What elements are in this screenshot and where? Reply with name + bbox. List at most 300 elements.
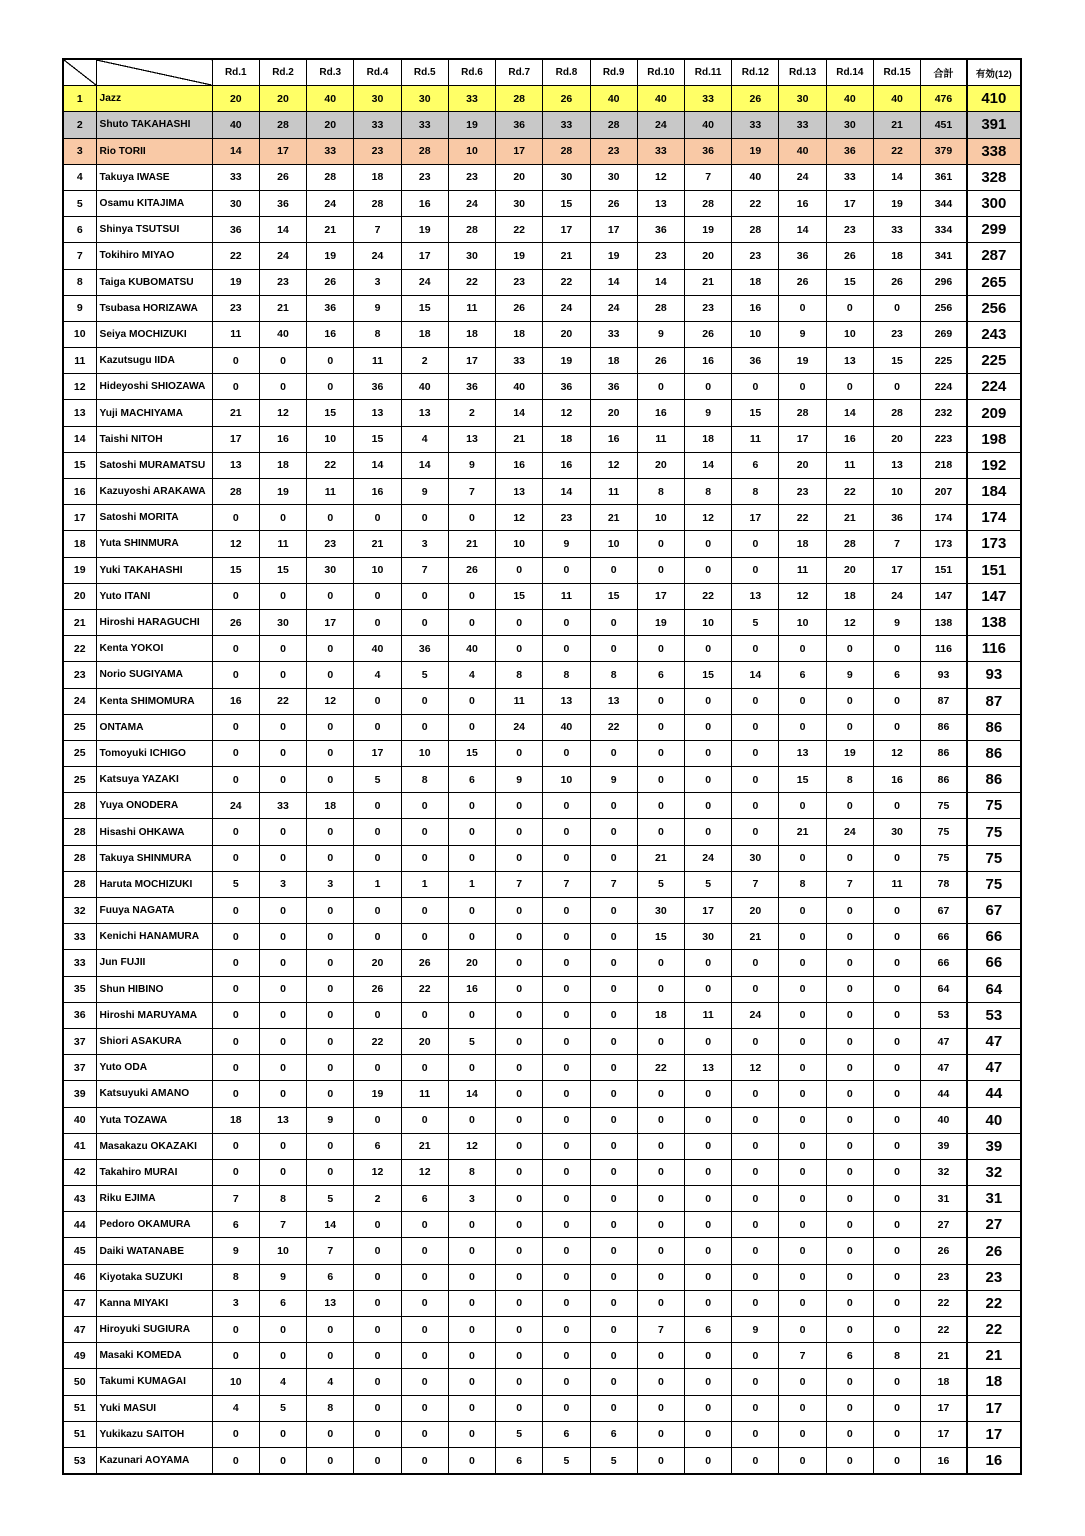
round-score-cell: 0 [826, 295, 873, 321]
round-score-cell: 13 [448, 426, 495, 452]
round-score-cell: 7 [826, 871, 873, 897]
round-score-cell: 5 [496, 1421, 543, 1447]
round-score-cell: 19 [401, 217, 448, 243]
round-score-cell: 9 [307, 1107, 354, 1133]
round-score-cell: 0 [307, 662, 354, 688]
round-score-cell: 15 [401, 295, 448, 321]
total-cell: 344 [921, 190, 967, 216]
player-name-cell: Hiroshi HARAGUCHI [96, 609, 212, 635]
round-score-cell: 24 [259, 243, 306, 269]
round-score-cell: 0 [873, 1317, 920, 1343]
round-score-cell: 28 [212, 479, 259, 505]
round-score-cell: 0 [732, 1212, 779, 1238]
player-name-cell: Shinya TSUTSUI [96, 217, 212, 243]
round-score-cell: 0 [401, 1290, 448, 1316]
round-score-cell: 0 [401, 609, 448, 635]
round-score-cell: 7 [307, 1238, 354, 1264]
round-score-cell: 10 [496, 531, 543, 557]
round-score-cell: 13 [307, 1290, 354, 1316]
round-score-cell: 11 [543, 583, 590, 609]
round-score-cell: 19 [873, 190, 920, 216]
player-name-cell: Hiroyuki SUGIURA [96, 1317, 212, 1343]
effective-cell: 26 [967, 1238, 1021, 1264]
round-score-cell: 0 [212, 924, 259, 950]
round-score-cell: 0 [259, 714, 306, 740]
round-score-cell: 0 [826, 1395, 873, 1421]
round-score-cell: 26 [448, 557, 495, 583]
round-score-cell: 15 [496, 583, 543, 609]
round-score-cell: 0 [307, 845, 354, 871]
round-score-cell: 0 [401, 505, 448, 531]
round-score-cell: 20 [732, 898, 779, 924]
round-score-cell: 9 [401, 479, 448, 505]
round-score-cell: 0 [732, 1264, 779, 1290]
round-score-cell: 6 [307, 1264, 354, 1290]
round-score-cell: 0 [307, 505, 354, 531]
round-score-cell: 0 [354, 583, 401, 609]
round-score-cell: 15 [779, 767, 826, 793]
round-score-cell: 24 [496, 714, 543, 740]
round-score-cell: 7 [637, 1317, 684, 1343]
round-score-cell: 8 [826, 767, 873, 793]
round-score-cell: 0 [307, 1081, 354, 1107]
effective-cell: 47 [967, 1055, 1021, 1081]
round-score-cell: 0 [779, 688, 826, 714]
round-score-cell: 23 [401, 164, 448, 190]
round-score-cell: 0 [496, 1133, 543, 1159]
round-score-cell: 0 [637, 740, 684, 766]
round-score-cell: 4 [448, 662, 495, 688]
round-score-cell: 20 [590, 400, 637, 426]
round-score-cell: 0 [496, 793, 543, 819]
round-score-cell: 22 [873, 138, 920, 164]
round-score-cell: 0 [685, 740, 732, 766]
round-score-cell: 0 [212, 1421, 259, 1447]
round-score-cell: 0 [779, 1186, 826, 1212]
round-score-cell: 0 [259, 1447, 306, 1474]
round-score-cell: 13 [354, 400, 401, 426]
round-score-cell: 0 [496, 1212, 543, 1238]
total-cell: 23 [921, 1264, 967, 1290]
table-row [63, 1186, 1021, 1212]
player-name-cell: Takuya IWASE [96, 164, 212, 190]
round-score-cell: 0 [401, 1107, 448, 1133]
round-score-cell: 0 [637, 1186, 684, 1212]
effective-cell: 198 [967, 426, 1021, 452]
round-score-cell: 0 [543, 819, 590, 845]
round-score-cell: 0 [401, 1212, 448, 1238]
round-score-cell: 0 [543, 1159, 590, 1185]
round-score-cell: 0 [448, 505, 495, 531]
round-score-cell: 12 [259, 400, 306, 426]
round-score-cell: 0 [354, 1290, 401, 1316]
round-score-cell: 15 [826, 269, 873, 295]
round-score-cell: 0 [354, 505, 401, 531]
rank-cell: 14 [63, 426, 96, 452]
player-name-cell: ONTAMA [96, 714, 212, 740]
round-score-cell: 0 [212, 767, 259, 793]
round-score-cell: 28 [637, 295, 684, 321]
round-score-cell: 14 [826, 400, 873, 426]
round-score-cell: 10 [685, 609, 732, 635]
round-score-cell: 21 [212, 400, 259, 426]
round-score-cell: 0 [779, 793, 826, 819]
round-score-cell: 12 [873, 740, 920, 766]
round-score-cell: 0 [543, 1107, 590, 1133]
round-score-cell: 19 [732, 138, 779, 164]
round-score-cell: 36 [826, 138, 873, 164]
round-score-cell: 0 [590, 793, 637, 819]
round-score-cell: 0 [590, 557, 637, 583]
round-score-cell: 6 [259, 1290, 306, 1316]
round-score-cell: 0 [779, 845, 826, 871]
round-score-cell: 0 [307, 348, 354, 374]
effective-cell: 224 [967, 374, 1021, 400]
round-score-cell: 0 [543, 1133, 590, 1159]
table-row [63, 348, 1021, 374]
player-name-cell: Katsuya YAZAKI [96, 767, 212, 793]
total-cell: 16 [921, 1447, 967, 1474]
standings-table [62, 58, 1022, 1475]
rank-cell: 44 [63, 1212, 96, 1238]
round-score-cell: 13 [259, 1107, 306, 1133]
round-score-cell: 20 [779, 452, 826, 478]
round-score-cell: 0 [637, 1369, 684, 1395]
round-score-cell: 24 [779, 164, 826, 190]
effective-cell: 300 [967, 190, 1021, 216]
table-row [63, 190, 1021, 216]
rank-cell: 53 [63, 1447, 96, 1474]
table-row [63, 1238, 1021, 1264]
round-score-cell: 17 [779, 426, 826, 452]
effective-cell: 287 [967, 243, 1021, 269]
round-score-cell: 3 [259, 871, 306, 897]
rank-cell: 1 [63, 86, 96, 112]
round-score-cell: 40 [779, 138, 826, 164]
round-score-cell: 5 [685, 871, 732, 897]
round-score-cell: 28 [732, 217, 779, 243]
round-score-cell: 0 [307, 767, 354, 793]
total-cell: 173 [921, 531, 967, 557]
round-score-cell: 0 [590, 898, 637, 924]
rank-cell: 25 [63, 767, 96, 793]
round-score-cell: 0 [590, 609, 637, 635]
rank-cell: 16 [63, 479, 96, 505]
round-score-cell: 19 [259, 479, 306, 505]
effective-cell: 87 [967, 688, 1021, 714]
round-score-cell: 0 [873, 845, 920, 871]
round-score-cell: 16 [543, 452, 590, 478]
player-name-cell: Norio SUGIYAMA [96, 662, 212, 688]
round-score-cell: 0 [448, 1421, 495, 1447]
round-score-cell: 1 [401, 871, 448, 897]
round-score-cell: 0 [685, 688, 732, 714]
round-score-cell: 8 [354, 321, 401, 347]
rank-cell: 17 [63, 505, 96, 531]
effective-cell: 44 [967, 1081, 1021, 1107]
round-score-cell: 0 [873, 898, 920, 924]
round-score-cell: 0 [637, 1107, 684, 1133]
round-score-cell: 11 [685, 1002, 732, 1028]
player-name-cell: Kazuyoshi ARAKAWA [96, 479, 212, 505]
round-score-cell: 0 [873, 636, 920, 662]
round-score-cell: 0 [732, 636, 779, 662]
round-score-cell: 26 [543, 86, 590, 112]
table-row [63, 793, 1021, 819]
round-score-cell: 18 [685, 426, 732, 452]
round-score-cell: 0 [873, 1186, 920, 1212]
round-score-cell: 0 [826, 845, 873, 871]
round-score-cell: 14 [307, 1212, 354, 1238]
table-row [63, 86, 1021, 112]
round-score-cell: 13 [401, 400, 448, 426]
table-row [63, 845, 1021, 871]
round-score-cell: 0 [826, 1133, 873, 1159]
round-score-cell: 18 [307, 793, 354, 819]
total-cell: 17 [921, 1421, 967, 1447]
round-score-cell: 0 [212, 1343, 259, 1369]
round-score-cell: 0 [307, 636, 354, 662]
round-score-cell: 0 [496, 636, 543, 662]
round-score-cell: 0 [496, 976, 543, 1002]
round-score-cell: 0 [401, 845, 448, 871]
player-name-cell: Kanna MIYAKI [96, 1290, 212, 1316]
round-score-cell: 0 [212, 950, 259, 976]
round-score-cell: 3 [401, 531, 448, 557]
table-row [63, 609, 1021, 635]
round-score-cell: 8 [637, 479, 684, 505]
round-score-cell: 22 [543, 269, 590, 295]
round-header: Rd.8 [543, 59, 590, 86]
round-score-cell: 0 [259, 1055, 306, 1081]
round-score-cell: 0 [259, 950, 306, 976]
round-score-cell: 0 [448, 1264, 495, 1290]
round-score-cell: 24 [732, 1002, 779, 1028]
player-name-cell: Taishi NITOH [96, 426, 212, 452]
round-score-cell: 0 [354, 1421, 401, 1447]
round-score-cell: 0 [779, 1081, 826, 1107]
round-score-cell: 23 [779, 479, 826, 505]
total-cell: 86 [921, 767, 967, 793]
round-score-cell: 30 [496, 190, 543, 216]
round-score-cell: 0 [354, 714, 401, 740]
round-score-cell: 30 [354, 86, 401, 112]
round-score-cell: 22 [448, 269, 495, 295]
round-score-cell: 36 [354, 374, 401, 400]
round-score-cell: 0 [401, 583, 448, 609]
round-score-cell: 11 [212, 321, 259, 347]
round-score-cell: 9 [448, 452, 495, 478]
round-score-cell: 30 [259, 609, 306, 635]
round-score-cell: 0 [354, 793, 401, 819]
effective-cell: 22 [967, 1317, 1021, 1343]
round-score-cell: 0 [732, 950, 779, 976]
round-score-cell: 0 [779, 1107, 826, 1133]
round-score-cell: 36 [543, 374, 590, 400]
total-cell: 75 [921, 845, 967, 871]
round-score-cell: 0 [259, 1081, 306, 1107]
round-score-cell: 26 [590, 190, 637, 216]
round-score-cell: 20 [873, 426, 920, 452]
round-score-cell: 0 [496, 1055, 543, 1081]
round-score-cell: 8 [212, 1264, 259, 1290]
round-score-cell: 0 [826, 1055, 873, 1081]
round-score-cell: 0 [826, 898, 873, 924]
table-row [63, 714, 1021, 740]
round-score-cell: 33 [401, 112, 448, 138]
round-score-cell: 0 [873, 714, 920, 740]
player-name-cell: Takuya SHINMURA [96, 845, 212, 871]
round-score-cell: 0 [732, 1238, 779, 1264]
round-score-cell: 12 [826, 609, 873, 635]
total-cell: 17 [921, 1395, 967, 1421]
round-score-cell: 4 [259, 1369, 306, 1395]
total-cell: 218 [921, 452, 967, 478]
round-score-cell: 28 [590, 112, 637, 138]
round-score-cell: 0 [590, 1107, 637, 1133]
round-score-cell: 0 [212, 976, 259, 1002]
round-score-cell: 0 [826, 374, 873, 400]
round-score-cell: 33 [637, 138, 684, 164]
rank-cell: 6 [63, 217, 96, 243]
round-score-cell: 12 [401, 1159, 448, 1185]
round-score-cell: 0 [401, 1369, 448, 1395]
round-score-cell: 0 [637, 688, 684, 714]
round-score-cell: 13 [543, 688, 590, 714]
total-cell: 86 [921, 740, 967, 766]
effective-cell: 16 [967, 1447, 1021, 1474]
round-score-cell: 0 [259, 845, 306, 871]
round-score-cell: 0 [779, 295, 826, 321]
player-name-cell: Rio TORII [96, 138, 212, 164]
round-score-cell: 0 [732, 1028, 779, 1054]
table-row [63, 583, 1021, 609]
effective-cell: 243 [967, 321, 1021, 347]
round-score-cell: 28 [543, 138, 590, 164]
round-score-cell: 0 [448, 688, 495, 714]
round-score-cell: 40 [732, 164, 779, 190]
round-score-cell: 0 [543, 1081, 590, 1107]
total-cell: 32 [921, 1159, 967, 1185]
round-score-cell: 0 [685, 767, 732, 793]
round-header: Rd.15 [873, 59, 920, 86]
round-score-cell: 0 [685, 793, 732, 819]
round-score-cell: 18 [732, 269, 779, 295]
round-score-cell: 11 [496, 688, 543, 714]
round-score-cell: 5 [732, 609, 779, 635]
round-score-cell: 24 [637, 112, 684, 138]
round-score-cell: 17 [212, 426, 259, 452]
round-score-cell: 11 [637, 426, 684, 452]
round-score-cell: 0 [873, 1421, 920, 1447]
round-score-cell: 10 [637, 505, 684, 531]
round-score-cell: 23 [259, 269, 306, 295]
round-score-cell: 0 [307, 898, 354, 924]
round-score-cell: 0 [732, 1186, 779, 1212]
round-score-cell: 19 [590, 243, 637, 269]
round-score-cell: 30 [637, 898, 684, 924]
total-cell: 379 [921, 138, 967, 164]
round-score-cell: 15 [685, 662, 732, 688]
round-score-cell: 9 [259, 1264, 306, 1290]
player-name-cell: Takahiro MURAI [96, 1159, 212, 1185]
round-score-cell: 22 [590, 714, 637, 740]
round-score-cell: 0 [354, 1369, 401, 1395]
round-score-cell: 16 [826, 426, 873, 452]
round-score-cell: 0 [779, 374, 826, 400]
round-score-cell: 40 [354, 636, 401, 662]
effective-cell: 225 [967, 348, 1021, 374]
round-score-cell: 40 [401, 374, 448, 400]
rank-cell: 5 [63, 190, 96, 216]
round-score-cell: 2 [354, 1186, 401, 1212]
round-score-cell: 22 [354, 1028, 401, 1054]
round-score-cell: 0 [826, 1028, 873, 1054]
table-row [63, 531, 1021, 557]
round-score-cell: 33 [732, 112, 779, 138]
round-score-cell: 12 [590, 452, 637, 478]
round-score-cell: 0 [448, 819, 495, 845]
effective-cell: 18 [967, 1369, 1021, 1395]
round-score-cell: 0 [543, 557, 590, 583]
round-score-cell: 14 [496, 400, 543, 426]
round-score-cell: 0 [496, 1028, 543, 1054]
round-score-cell: 9 [779, 321, 826, 347]
round-score-cell: 0 [590, 1343, 637, 1369]
effective-cell: 328 [967, 164, 1021, 190]
player-name-cell: Tokihiro MIYAO [96, 243, 212, 269]
round-score-cell: 4 [401, 426, 448, 452]
round-score-cell: 0 [826, 1317, 873, 1343]
round-score-cell: 0 [307, 950, 354, 976]
total-cell: 22 [921, 1290, 967, 1316]
round-score-cell: 7 [779, 1343, 826, 1369]
round-score-cell: 0 [543, 1186, 590, 1212]
round-score-cell: 19 [307, 243, 354, 269]
effective-cell: 75 [967, 819, 1021, 845]
round-score-cell: 0 [873, 1369, 920, 1395]
round-score-cell: 6 [637, 662, 684, 688]
round-score-cell: 6 [496, 1447, 543, 1474]
round-score-cell: 0 [873, 950, 920, 976]
round-score-cell: 30 [401, 86, 448, 112]
player-name-cell: Riku EJIMA [96, 1186, 212, 1212]
round-score-cell: 0 [732, 1133, 779, 1159]
round-score-cell: 0 [354, 1212, 401, 1238]
round-score-cell: 28 [685, 190, 732, 216]
table-row [63, 871, 1021, 897]
effective-cell: 151 [967, 557, 1021, 583]
round-score-cell: 0 [259, 505, 306, 531]
round-score-cell: 9 [826, 662, 873, 688]
player-name-cell: Fuuya NAGATA [96, 898, 212, 924]
rank-cell: 50 [63, 1369, 96, 1395]
round-score-cell: 13 [779, 740, 826, 766]
rank-cell: 37 [63, 1055, 96, 1081]
round-score-cell: 0 [307, 1447, 354, 1474]
round-score-cell: 7 [354, 217, 401, 243]
player-name-cell: Jun FUJII [96, 950, 212, 976]
table-row [63, 1343, 1021, 1369]
round-score-cell: 14 [212, 138, 259, 164]
round-score-cell: 24 [826, 819, 873, 845]
round-score-cell: 0 [259, 1159, 306, 1185]
effective-cell: 173 [967, 531, 1021, 557]
round-score-cell: 0 [732, 374, 779, 400]
player-name-cell: Hisashi OHKAWA [96, 819, 212, 845]
round-score-cell: 0 [401, 1264, 448, 1290]
round-score-cell: 8 [732, 479, 779, 505]
